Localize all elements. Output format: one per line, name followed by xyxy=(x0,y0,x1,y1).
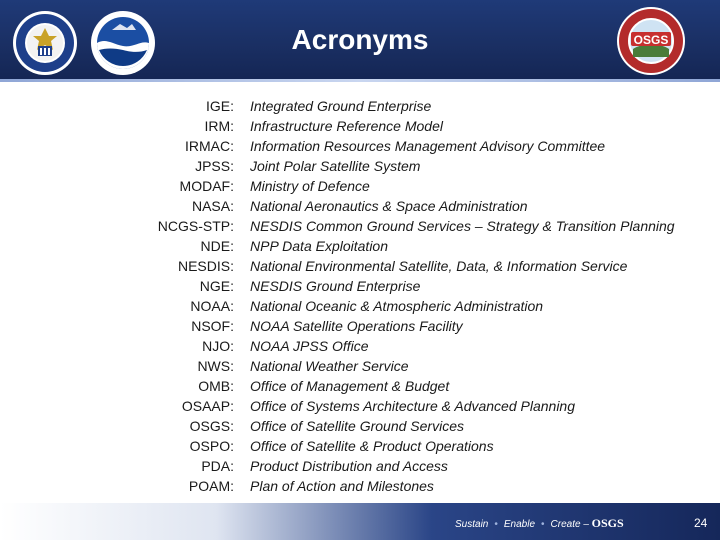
acronym-row xyxy=(0,336,720,356)
acronym-row xyxy=(0,316,720,336)
slide-footer xyxy=(0,503,720,540)
acronym-abbreviation: JPSS: xyxy=(195,158,234,174)
page-number: 24 xyxy=(694,516,708,530)
page-title: Acronyms xyxy=(291,24,429,55)
acronym-abbreviation: OSPO: xyxy=(189,438,234,454)
tagline-dash: – xyxy=(583,519,589,530)
tagline-enable: Enable xyxy=(503,519,536,530)
acronym-definition: Plan of Action and Milestones xyxy=(250,478,434,494)
acronym-abbreviation: NASA: xyxy=(191,198,234,214)
acronym-abbreviation: PDA: xyxy=(201,458,234,474)
acronym-abbreviation: OSGS: xyxy=(189,418,234,434)
acronym-abbreviation: NDE: xyxy=(200,238,234,254)
acronym-row xyxy=(0,116,720,136)
acronym-row xyxy=(0,376,720,396)
acronym-abbreviation: NSOF: xyxy=(191,318,234,334)
acronym-abbreviation: NJO: xyxy=(202,338,234,354)
acronym-row xyxy=(0,176,720,196)
acronym-definition: Infrastructure Reference Model xyxy=(250,118,443,134)
acronym-row xyxy=(0,296,720,316)
acronym-definition: Information Resources Management Advisory Committee xyxy=(250,138,606,154)
acronym-abbreviation: IGE: xyxy=(205,98,234,114)
acronym-row xyxy=(0,196,720,216)
acronym-definition: Ministry of Defence xyxy=(250,178,370,194)
footer-brand: OSGS xyxy=(591,516,624,530)
acronym-definition: Office of Satellite Ground Services xyxy=(250,418,464,434)
osgs-seal-icon xyxy=(613,5,689,77)
acronym-abbreviation: NGE: xyxy=(199,278,234,294)
acronym-definition: Product Distribution and Access xyxy=(250,458,448,474)
acronym-abbreviation: NOAA: xyxy=(190,298,234,314)
acronym-definition: NESDIS Common Ground Services – Strategy & Transition Planning xyxy=(250,218,675,234)
acronym-definition: NESDIS Ground Enterprise xyxy=(250,278,421,294)
acronym-abbreviation: MODAF: xyxy=(179,178,234,194)
acronym-row xyxy=(0,236,720,256)
acronym-row xyxy=(0,456,720,476)
acronym-row xyxy=(0,476,720,496)
acronym-definition: National Aeronautics & Space Administration xyxy=(250,198,528,214)
acronym-abbreviation: NWS: xyxy=(197,358,234,374)
bullet-separator-icon: • xyxy=(541,519,545,530)
acronym-row xyxy=(0,256,720,276)
acronym-abbreviation: POAM: xyxy=(188,478,234,494)
osgs-badge-text: OSGS xyxy=(633,33,669,47)
slide-header xyxy=(0,0,720,82)
acronym-definition: Office of Management & Budget xyxy=(250,378,450,394)
acronym-abbreviation: IRM: xyxy=(204,118,234,134)
acronym-row xyxy=(0,276,720,296)
acronym-definition: Office of Satellite & Product Operations xyxy=(250,438,494,454)
acronym-definition: Office of Systems Architecture & Advanced Planning xyxy=(250,398,576,414)
acronym-row xyxy=(0,216,720,236)
acronym-definition: Joint Polar Satellite System xyxy=(250,158,421,174)
acronym-definition: NPP Data Exploitation xyxy=(250,238,388,254)
bullet-separator-icon: • xyxy=(494,519,498,530)
acronym-definition: National Oceanic & Atmospheric Administration xyxy=(250,298,544,314)
acronym-definition: National Weather Service xyxy=(250,358,409,374)
acronym-row xyxy=(0,416,720,436)
acronym-definition: National Environmental Satellite, Data, & Information Service xyxy=(250,258,628,274)
acronym-definition: NOAA Satellite Operations Facility xyxy=(250,318,463,334)
acronym-abbreviation: OSAAP: xyxy=(181,398,234,414)
tagline-sustain: Sustain xyxy=(455,519,489,530)
acronym-abbreviation: NESDIS: xyxy=(177,258,234,274)
acronym-row xyxy=(0,136,720,156)
acronym-abbreviation: OMB: xyxy=(198,378,234,394)
acronym-definition: NOAA JPSS Office xyxy=(250,338,369,354)
footer-tagline xyxy=(455,516,624,531)
tagline-create: Create xyxy=(550,519,581,530)
acronym-row xyxy=(0,96,720,116)
acronym-row xyxy=(0,396,720,416)
acronym-abbreviation: NCGS-STP: xyxy=(157,218,234,234)
acronym-row xyxy=(0,356,720,376)
acronym-definition: Integrated Ground Enterprise xyxy=(250,98,432,114)
acronym-row xyxy=(0,156,720,176)
acronym-abbreviation: IRMAC: xyxy=(185,138,234,154)
acronym-row xyxy=(0,436,720,456)
